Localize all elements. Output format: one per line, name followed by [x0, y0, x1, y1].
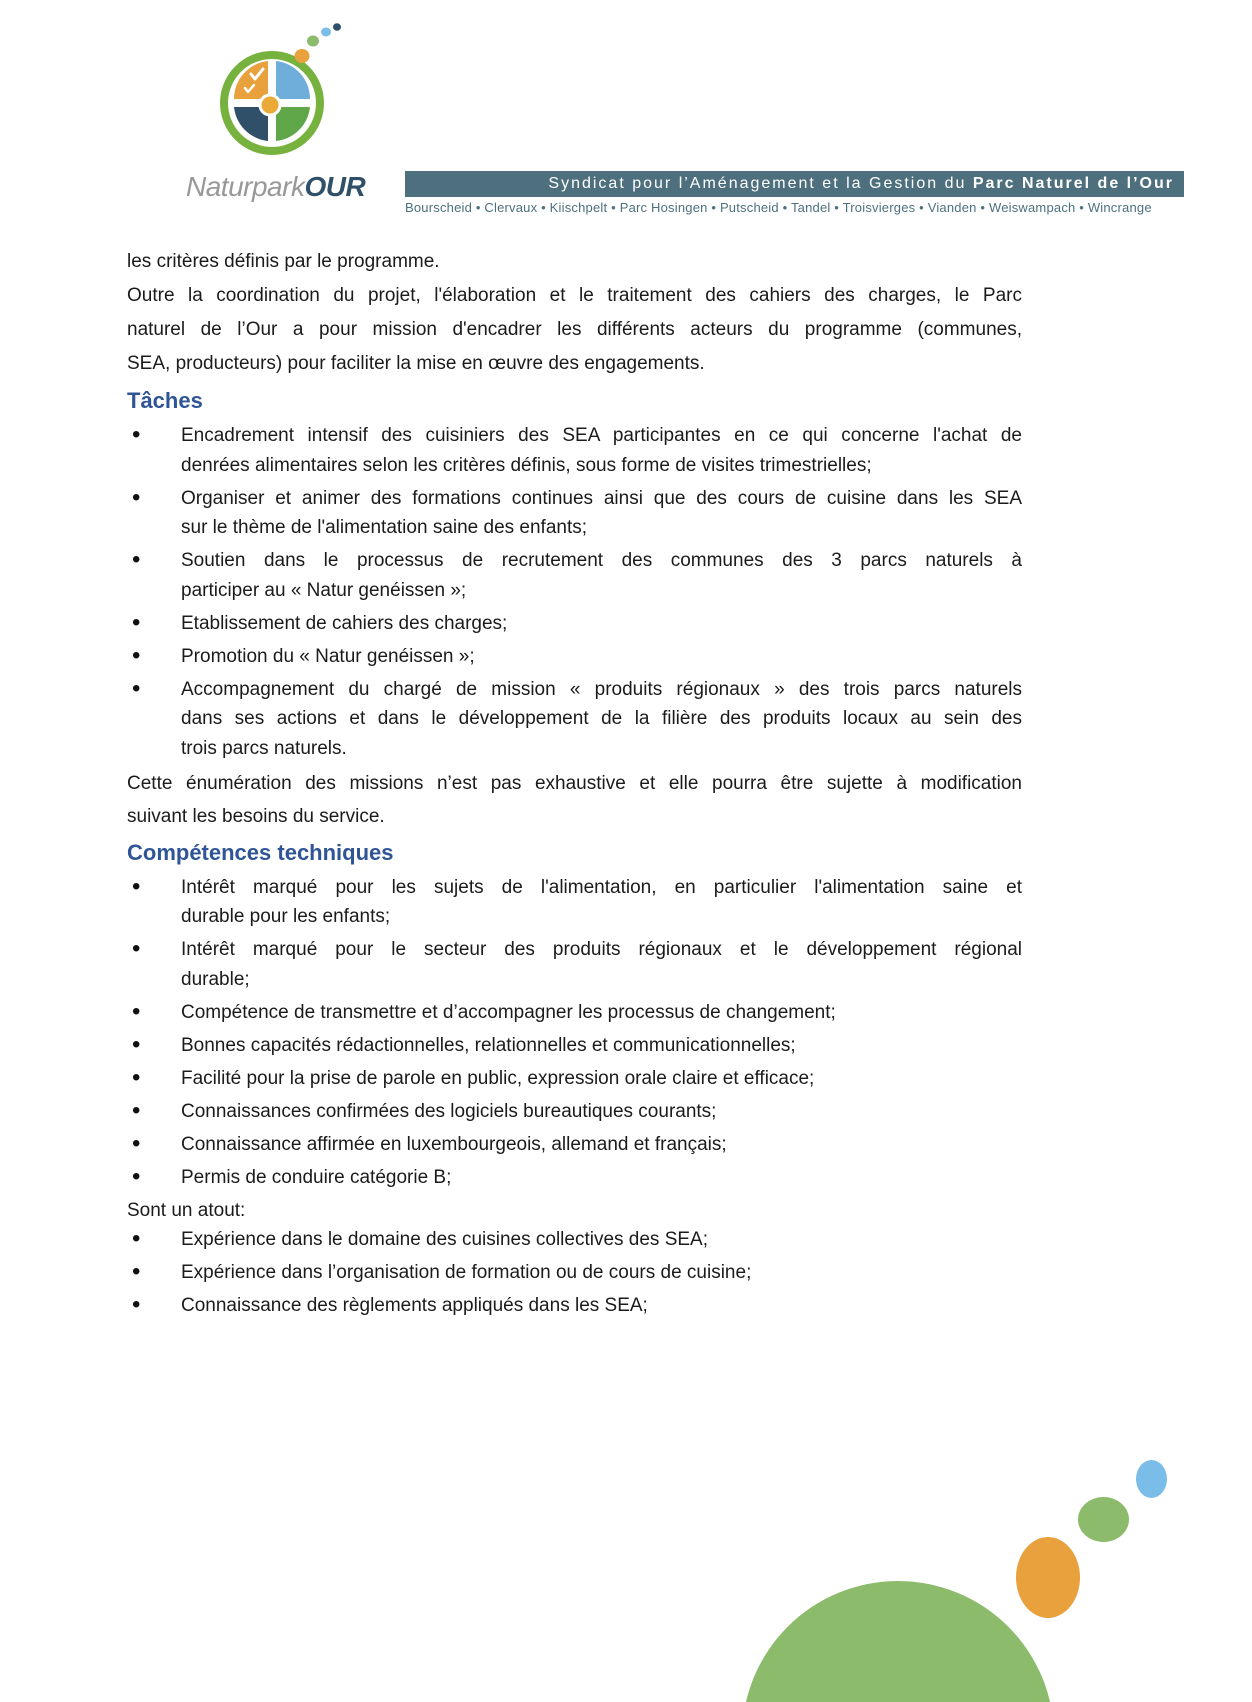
- list-item: [127, 484, 1022, 543]
- naturpark-logo-icon: [205, 16, 355, 168]
- note-paragraph: [127, 767, 1022, 833]
- text-line: • Encadrement intensif des cuisiniers des SEA participantes en ce qui concerne l'achat de: [181, 425, 1022, 446]
- text-line: • Expérience dans le domaine des cuisines collectives des SEA;: [181, 1229, 709, 1250]
- text-line: • Accompagnement du chargé de mission « produits régionaux » des trois parcs naturels: [181, 678, 1022, 700]
- list-item: [127, 1225, 1022, 1255]
- list-item: [127, 609, 1022, 639]
- text-line: SEA, producteurs) pour faciliter la mise en œuvre des engagements.: [127, 353, 705, 374]
- text-line: Outre la coordination du projet, l'élaboration et le traitement des cahiers des charges, le Parc: [127, 285, 1022, 306]
- text-line: • Connaissance affirmée en luxembourgeois, allemand et français;: [181, 1133, 727, 1155]
- text-line: • Connaissance des règlements appliqués dans les SEA;: [181, 1295, 648, 1316]
- text-line: les critères définis par le programme.: [127, 251, 440, 272]
- list-item: [127, 642, 1022, 672]
- header-bar: [405, 171, 1184, 197]
- text-line: • Connaissances confirmées des logiciels bureautiques courants;: [181, 1100, 717, 1122]
- text-line: participer au « Natur genéissen »;: [181, 579, 467, 601]
- document-body: [127, 245, 1022, 1324]
- header-bar-text-bold: Parc Naturel de l’Our: [972, 175, 1174, 192]
- text-line: naturel de l’Our a pour mission d'encadrer les différents acteurs du programme (communes,: [127, 319, 1022, 340]
- intro-paragraph-1: [127, 245, 1022, 279]
- intro-paragraph-2: [127, 279, 1022, 381]
- list-item: [127, 1031, 1022, 1061]
- text-line: trois parcs naturels.: [181, 737, 347, 759]
- list-item: [127, 935, 1022, 994]
- list-item: [127, 1291, 1022, 1321]
- list-item: [127, 998, 1022, 1028]
- text-line: • Promotion du « Natur genéissen »;: [181, 645, 475, 667]
- text-line: • Intérêt marqué pour le secteur des produits régionaux et le développement régional: [181, 939, 1022, 960]
- logo-wordmark-naturpark: Naturpark: [186, 171, 305, 202]
- text-line: • Organiser et animer des formations continues ainsi que des cours de cuisine dans les SEA: [181, 487, 1022, 509]
- list-item: [127, 675, 1022, 764]
- text-line: • Compétence de transmettre et d’accompagner les processus de changement;: [181, 1001, 836, 1023]
- text-line: • Permis de conduire catégorie B;: [181, 1166, 452, 1188]
- text-line: denrées alimentaires selon les critères définis, sous forme de visites trimestrielles;: [181, 454, 872, 476]
- text-line: sur le thème de l'alimentation saine des enfants;: [181, 517, 588, 538]
- text-line: • Soutien dans le processus de recrutement des communes des 3 parcs naturels à: [181, 550, 1022, 571]
- text-line: • Etablissement de cahiers des charges;: [181, 612, 508, 634]
- text-line: • Facilité pour la prise de parole en public, expression orale claire et efficace;: [181, 1067, 815, 1089]
- text-line: Cette énumération des missions n’est pas exhaustive et elle pourra être sujette à modification: [127, 772, 1022, 794]
- text-line: • Intérêt marqué pour les sujets de l'alimentation, en particulier l'alimentation saine et: [181, 876, 1022, 898]
- text-line: dans ses actions et dans le développement de la filière des produits locaux au sein des: [181, 708, 1022, 729]
- decor-dot-blue-icon: [1136, 1460, 1167, 1498]
- header-bar-text: Syndicat pour l’Aménagement et la Gestion du: [548, 175, 967, 192]
- decor-dot-green-icon: [1078, 1497, 1129, 1542]
- text-line: durable pour les enfants;: [181, 906, 391, 927]
- communes-list: Bourscheid • Clervaux • Kiischpelt • Parc Hosingen • Putscheid • Tandel • Troisvierges • Vianden • Weiswampach • Wincrange: [405, 200, 1152, 215]
- section-heading-taches: Tâches: [127, 388, 203, 413]
- list-item: [127, 1258, 1022, 1288]
- competences-list: [127, 873, 1022, 1193]
- list-item: [127, 1163, 1022, 1193]
- logo-wordmark: [186, 172, 365, 202]
- list-item: [127, 1130, 1022, 1160]
- list-item: [127, 546, 1022, 605]
- decor-dot-orange-icon: [1016, 1537, 1080, 1618]
- decor-dome-green-icon: [742, 1581, 1054, 1702]
- list-item: [127, 1064, 1022, 1094]
- text-line: durable;: [181, 968, 250, 990]
- atout-list: [127, 1225, 1022, 1321]
- list-item: [127, 1097, 1022, 1127]
- text-line: suivant les besoins du service.: [127, 805, 385, 827]
- taches-list: [127, 421, 1022, 763]
- text-line: • Bonnes capacités rédactionnelles, relationnelles et communicationnelles;: [181, 1034, 796, 1056]
- text-line: • Expérience dans l’organisation de formation ou de cours de cuisine;: [181, 1262, 752, 1283]
- atout-label: Sont un atout:: [127, 1199, 246, 1221]
- list-item: [127, 421, 1022, 480]
- section-heading-competences: Compétences techniques: [127, 839, 394, 865]
- list-item: [127, 873, 1022, 932]
- logo-wordmark-our: OUR: [304, 171, 366, 202]
